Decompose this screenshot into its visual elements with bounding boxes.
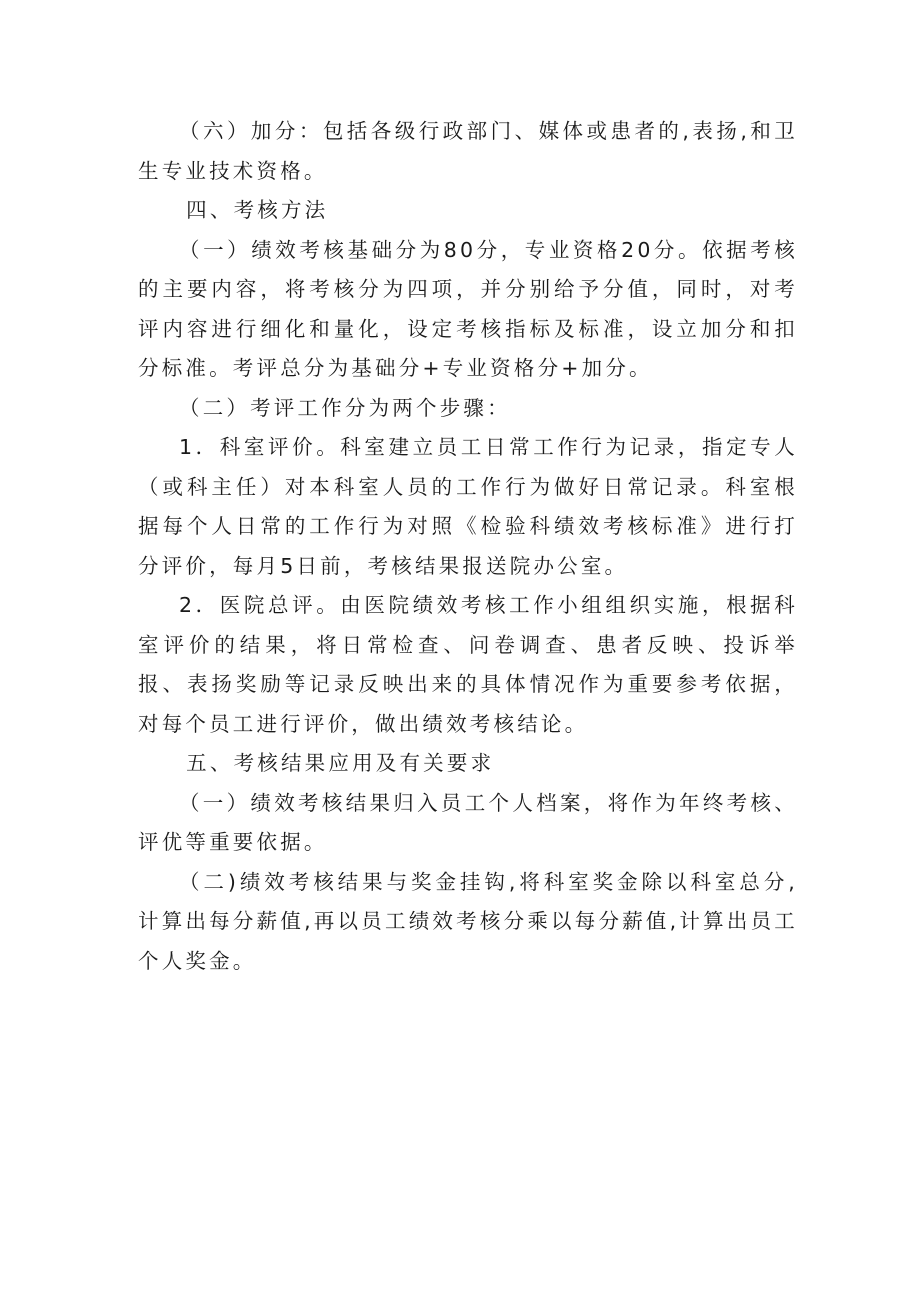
paragraph-hospital-evaluation: 2．医院总评。由医院绩效考核工作小组组织实施，根据科室评价的结果，将日常检查、问卷调查、患者反映、投诉举报、表扬奖励等记录反映出来的具体情况作为重要参考依据，对每个员工进行评价，做出绩效考核结论。 xyxy=(138,593,798,736)
paragraph-two-steps: （二）考评工作分为两个步骤： xyxy=(179,395,511,420)
paragraph-department-evaluation: 1．科室评价。科室建立员工日常工作行为记录，指定专人（或科主任）对本科室人员的工作行为做好日常记录。科室根据每个人日常的工作行为对照《检验科绩效考核标准》进行打分评价，每月5日前，考核结果报送院办公室。 xyxy=(138,435,798,578)
paragraph-bonus-points: （六）加分：包括各级行政部门、媒体或患者的,表扬,和卫生专业技术资格。 xyxy=(138,119,798,183)
paragraph-personal-file: （一）绩效考核结果归入员工个人档案，将作为年终考核、评优等重要依据。 xyxy=(138,790,798,854)
section-heading-results-application: 五、考核结果应用及有关要求 xyxy=(186,751,495,775)
section-heading-assessment-method: 四、考核方法 xyxy=(186,198,329,222)
paragraph-base-score: （一）绩效考核基础分为80分，专业资格20分。依据考核的主要内容，将考核分为四项，并分别给予分值，同时，对考评内容进行细化和量化，设定考核指标及标准，设立加分和扣分标准。考评总分为基础分+专业资格分+加分。 xyxy=(138,237,798,380)
document-body xyxy=(138,112,798,981)
paragraph-bonus-calculation: （二)绩效考核结果与奖金挂钩,将科室奖金除以科室总分,计算出每分薪值,再以员工绩效考核分乘以每分薪值,计算出员工个人奖金。 xyxy=(138,869,798,973)
